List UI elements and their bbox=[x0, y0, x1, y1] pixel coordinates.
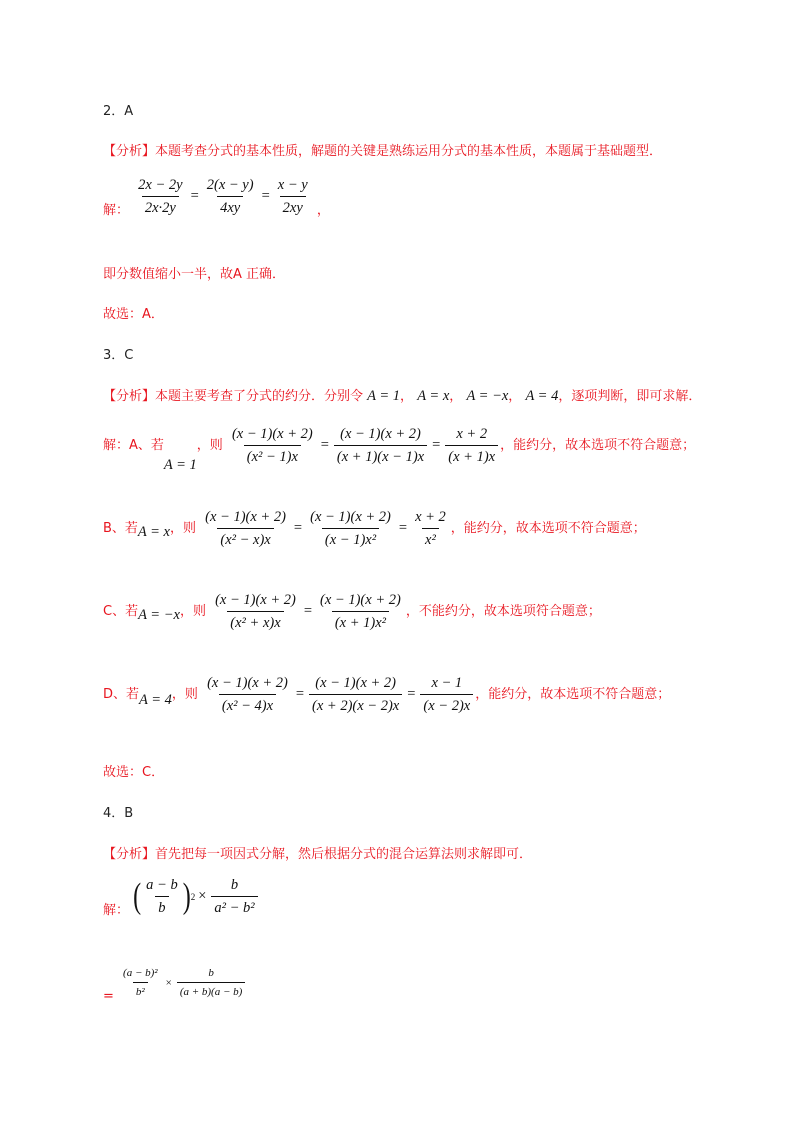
q2-solution-suffix: ， bbox=[316, 203, 330, 218]
q2-heading: 2．A bbox=[103, 104, 134, 119]
q3-option-c: C、若A = −x，则 $\frac{(x - 1)(x + 2)}{\text{(x² + x)x}}$ = $\frac{(x - 1)(x + 2)}{\text{(x + 1)x²}}$ ，不能约分，故本选项符合题意； bbox=[103, 592, 601, 631]
q2-fraction-2: $\frac{2(x - y)}{4xy}$ bbox=[206, 177, 254, 216]
q2-solution-prefix: 解： bbox=[103, 203, 130, 218]
q3-heading: 3．C bbox=[103, 348, 134, 363]
q4-expression-1: ( $\frac{a - b}{b}$ ) 2 × $\frac{b}{\text{a² − b²}}$ bbox=[133, 876, 259, 917]
q3-b-equation: $\frac{(x - 1)(x + 2)}{\text{(x² − x)x}}$ = $\frac{(x - 1)(x + 2)}{\text{(x − 1)x²}}$ = $\frac{x + 2}{\text{x²}}$ bbox=[205, 509, 446, 548]
q4-solution-step-2 bbox=[103, 966, 247, 1004]
q3-option-b: B、若A = x，则 $\frac{(x - 1)(x + 2)}{\text{(x² − x)x}}$ = $\frac{(x - 1)(x + 2)}{\text{(x − 1)x²}}$ = $\frac{x + 2}{\text{x²}}$ ，能约分，故本选项不符合题意； bbox=[103, 509, 646, 548]
q3-answer: 故选：C． bbox=[103, 765, 165, 780]
q3-option-a: 解：A、若A = 1，则 $\frac{(x - 1)(x + 2)}{\text{(x² − 1)x}}$ = $\frac{(x - 1)(x + 2)}{(x + 1)(x - 1)x}$ = $\frac{x + 2}{(x + 1)x}$ ，能约分，故本选项不符合题意； bbox=[103, 426, 696, 473]
q4-solution-prefix: 解： bbox=[103, 903, 130, 918]
q2-answer: 故选：A． bbox=[103, 307, 164, 322]
q2-fraction-1: $\frac{2x - 2y}{2x\cdot 2y}$ bbox=[138, 177, 183, 216]
q4-equals-sign: = bbox=[103, 989, 114, 1004]
q3-analysis: 【分析】本题主要考查了分式的约分．分别令 A = 1， A = x， A = −x， A = 4，逐项判断，即可求解． bbox=[103, 388, 702, 404]
q3-cond-3: A = −x bbox=[466, 388, 509, 404]
q4-solution-step-1 bbox=[103, 876, 260, 918]
q3-cond-2: A = x bbox=[417, 388, 450, 404]
q3-c-equation: $\frac{(x - 1)(x + 2)}{\text{(x² + x)x}}$ = $\frac{(x - 1)(x + 2)}{\text{(x + 1)x²}}$ bbox=[215, 592, 401, 631]
q3-cond-1: A = 1 bbox=[367, 388, 401, 404]
q2-analysis: 【分析】本题考查分式的基本性质，解题的关键是熟练运用分式的基本性质，本题属于基础题型． bbox=[103, 144, 663, 159]
q4-heading: 4．B bbox=[103, 806, 134, 821]
q3-option-d: D、若A = 4，则 $\frac{(x - 1)(x + 2)}{\text{(x² − 4)x}}$ = $\frac{(x - 1)(x + 2)}{(x + 2)(x - 2)x}$ = $\frac{x - 1}{(x - 2)x}$ ，能约分，故本选项不符合题意； bbox=[103, 675, 671, 714]
q3-cond-4: A = 4 bbox=[525, 388, 559, 404]
q2-solution bbox=[103, 176, 330, 218]
q4-analysis: 【分析】首先把每一项因式分解，然后根据分式的混合运算法则求解即可． bbox=[103, 847, 533, 862]
q2-equation: $\frac{2x - 2y}{2x\cdot 2y}$ = $\frac{2(x - y)}{4xy}$ = $\frac{x - y}{2xy}$ bbox=[133, 176, 313, 217]
q4-expression-2: $\frac{\text{(a − b)²}}{\text{b²}}$ × $\frac{b}{(a + b)(a - b)}$ bbox=[118, 966, 247, 999]
q2-fraction-3: $\frac{x - y}{2xy}$ bbox=[277, 177, 308, 216]
q2-conclusion: 即分数值缩小一半，故A 正确． bbox=[103, 267, 286, 282]
q3-a-equation: $\frac{(x - 1)(x + 2)}{\text{(x² − 1)x}}$ = $\frac{(x - 1)(x + 2)}{(x + 1)(x - 1)x}$ = $\frac{x + 2}{(x + 1)x}$ bbox=[227, 425, 500, 466]
q3-d-equation: $\frac{(x - 1)(x + 2)}{\text{(x² − 4)x}}$ = $\frac{(x - 1)(x + 2)}{(x + 2)(x - 2)x}$ = $\frac{x - 1}{(x - 2)x}$ bbox=[202, 674, 475, 715]
